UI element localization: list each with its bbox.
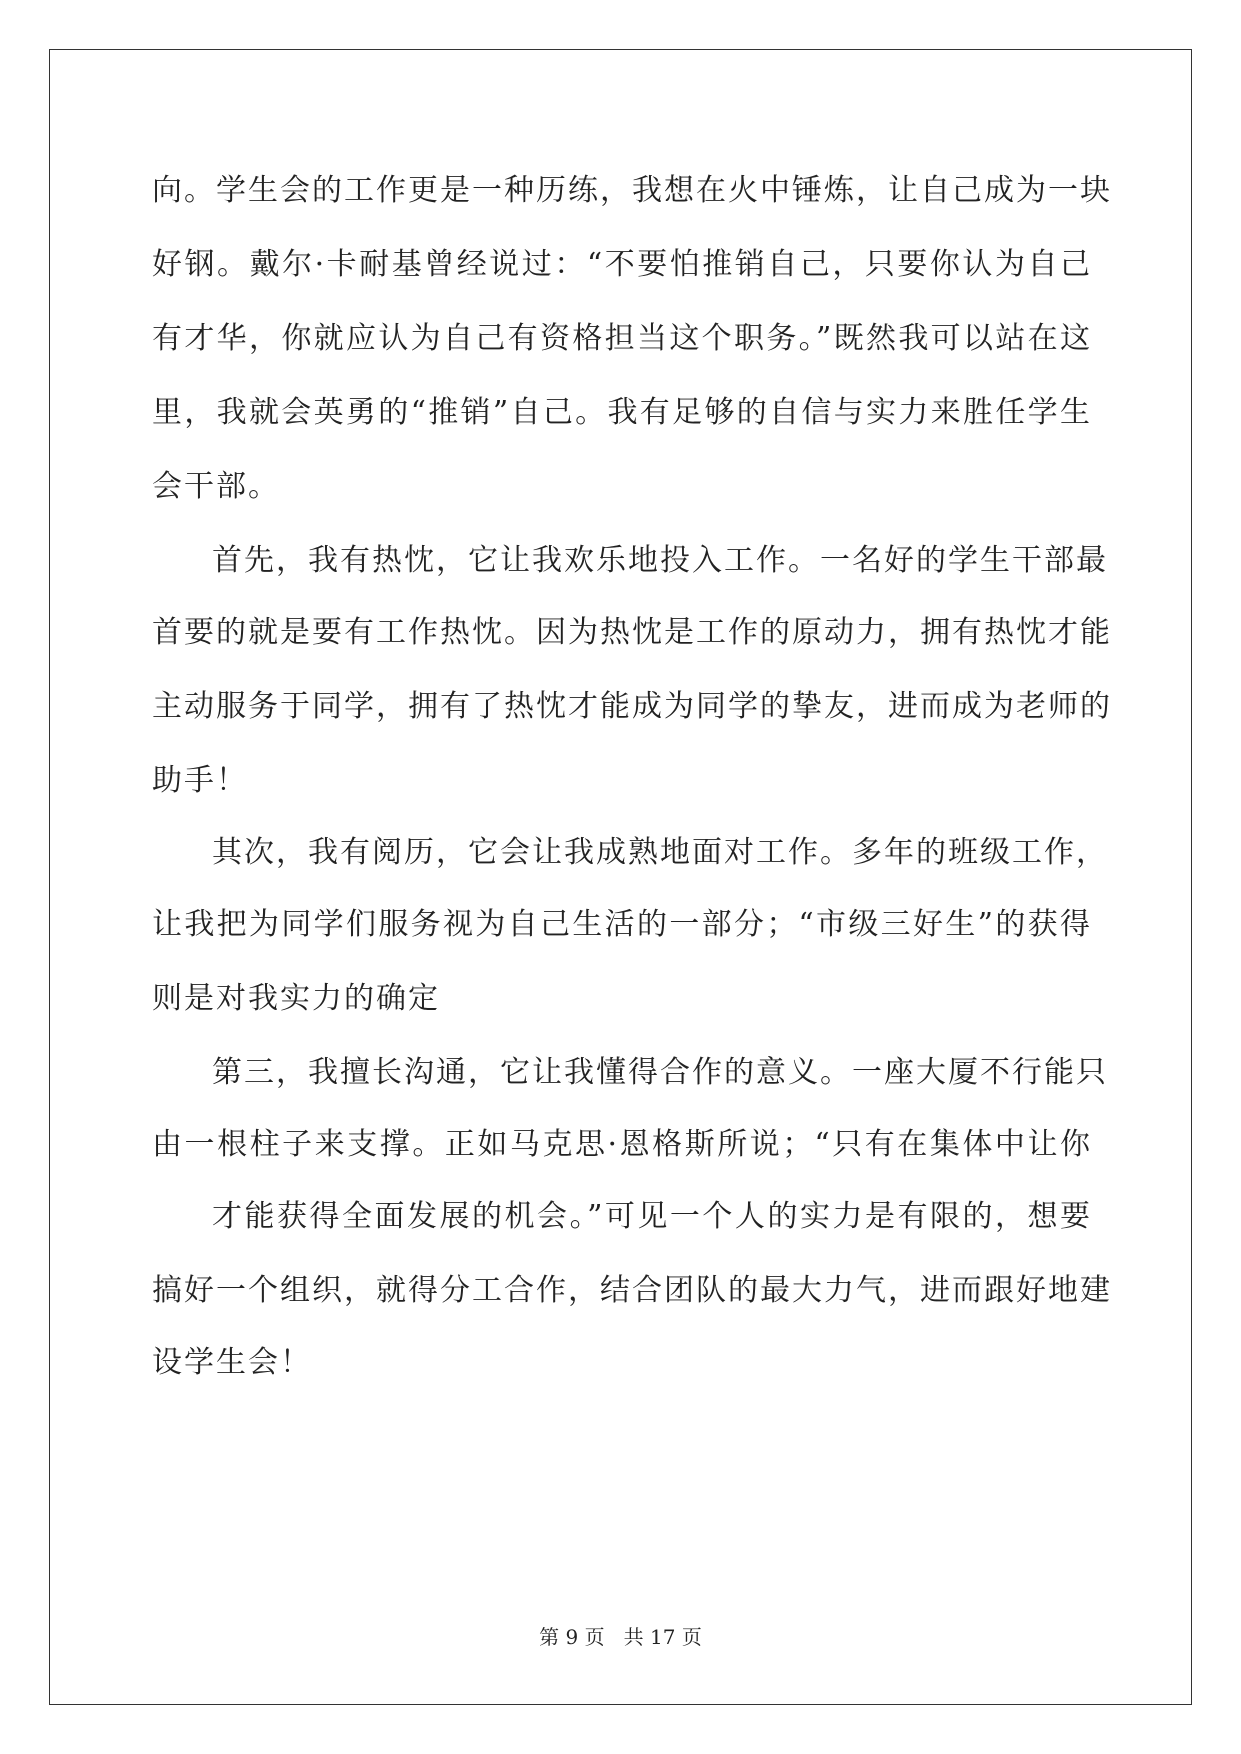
text-line: 向。学生会的工作更是一种历练，我想在火中锤炼，让自己成为一块: [152, 173, 1112, 208]
text-line: 让我把为同学们服务视为自己生活的一部分；“市级三好生”的获得: [152, 907, 1092, 942]
text-line: 才能获得全面发展的机会。”可见一个人的实力是有限的，想要: [212, 1199, 1092, 1234]
text-line: 设学生会！: [152, 1345, 312, 1380]
page-footer: [0, 1622, 1241, 1652]
text-line: 其次，我有阅历，它会让我成熟地面对工作。多年的班级工作，: [212, 835, 1108, 870]
text-line: 第三，我擅长沟通，它让我懂得合作的意义。一座大厦不行能只: [212, 1055, 1108, 1090]
text-line: 有才华，你就应认为自己有资格担当这个职务。”既然我可以站在这: [152, 321, 1092, 356]
text-line: 主动服务于同学，拥有了热忱才能成为同学的挚友，进而成为老师的: [152, 689, 1112, 724]
text-line: 会干部。: [152, 469, 280, 504]
text-line: 助手！: [152, 763, 248, 798]
text-line: 由一根柱子来支撑。正如马克思·恩格斯所说；“只有在集体中让你: [152, 1127, 1092, 1162]
text-line: 则是对我实力的确定: [152, 981, 440, 1016]
text-line: 首先，我有热忱，它让我欢乐地投入工作。一名好的学生干部最: [212, 543, 1108, 578]
text-line: 首要的就是要有工作热忱。因为热忱是工作的原动力，拥有热忱才能: [152, 615, 1112, 650]
text-line: 里，我就会英勇的“推销”自己。我有足够的自信与实力来胜任学生: [152, 395, 1092, 430]
text-line: 好钢。戴尔·卡耐基曾经说过：“不要怕推销自己，只要你认为自己: [152, 247, 1092, 282]
text-line: 搞好一个组织，就得分工合作，结合团队的最大力气，进而跟好地建: [152, 1273, 1112, 1308]
page-border: [49, 49, 1192, 1705]
page-number-label: 第 9 页 共 17 页: [539, 1625, 702, 1649]
